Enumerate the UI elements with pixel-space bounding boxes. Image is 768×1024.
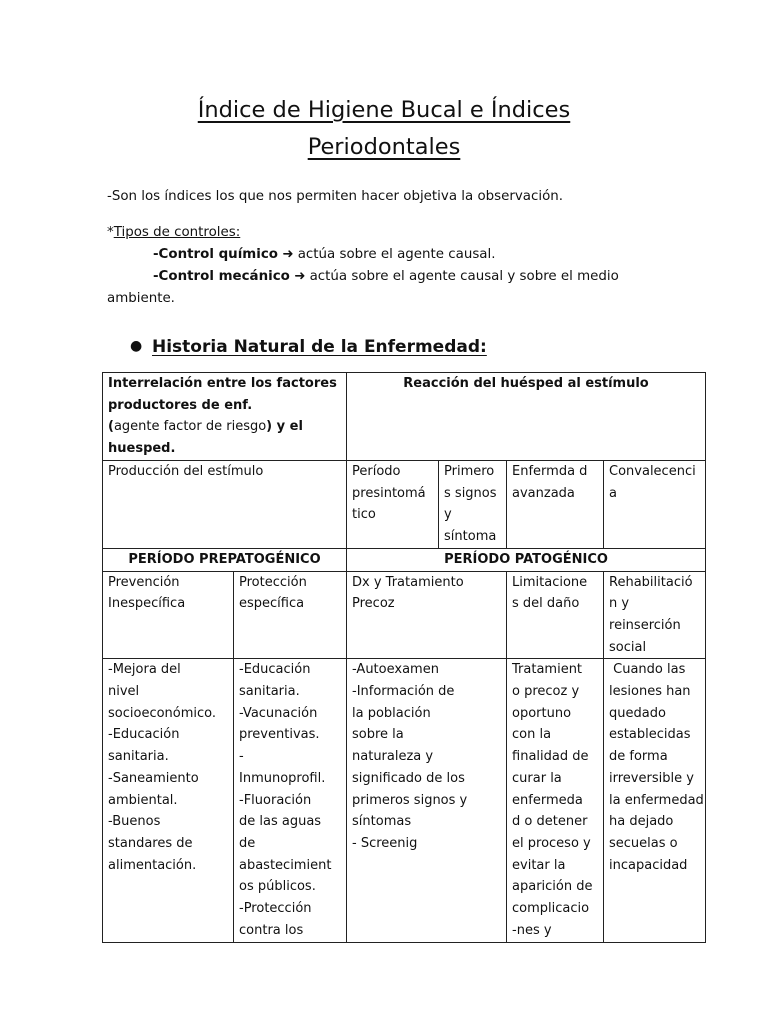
table-row bbox=[103, 571, 706, 659]
cell-line: -Educación bbox=[108, 727, 180, 743]
cell-line: - Screenig bbox=[352, 835, 418, 851]
control-mecanico-text: actúa sobre el agente causal y sobre el medio bbox=[305, 269, 619, 284]
cell-line: de forma bbox=[609, 749, 668, 765]
cell-prevencion-inespecifica: Prevención Inespecífica bbox=[103, 571, 234, 659]
cell-list-dx bbox=[347, 659, 507, 943]
tipos-label: Tipos de controles: bbox=[113, 225, 241, 240]
control-quimico-text: actúa sobre el agente causal. bbox=[293, 247, 496, 262]
control-mecanico-continuation: ambiente. bbox=[107, 291, 175, 306]
natural-history-table bbox=[102, 372, 706, 943]
cell-line: -Buenos bbox=[108, 814, 161, 830]
cell-primeros-signos: Primero s signos y síntoma bbox=[439, 461, 507, 549]
cell-line: secuelas o bbox=[609, 835, 678, 851]
cell-line: - bbox=[239, 749, 244, 765]
cell-line: Cuando las bbox=[609, 662, 686, 678]
control-mecanico-label: -Control mecánico bbox=[153, 269, 290, 284]
table-row bbox=[103, 659, 706, 943]
bullet-icon: ● bbox=[130, 338, 143, 354]
cell-line: sobre la bbox=[352, 727, 404, 743]
cell-line: -Protección bbox=[239, 901, 312, 917]
cell-periodo-patogenico: PERÍODO PATOGÉNICO bbox=[347, 548, 706, 571]
document-title bbox=[0, 92, 768, 166]
cell-dx-tratamiento: Dx y Tratamiento Precoz bbox=[347, 571, 507, 659]
table-row bbox=[103, 461, 706, 549]
cell-line: evitar la bbox=[512, 857, 566, 873]
title-line-2: Periodontales bbox=[307, 134, 461, 160]
cell-line: -Educación bbox=[239, 662, 311, 678]
cell-line: -Información de bbox=[352, 684, 455, 700]
cell-line: la enfermedad bbox=[609, 792, 704, 808]
cell-line: -Mejora del bbox=[108, 662, 181, 678]
cell-line: con la bbox=[512, 727, 552, 743]
cell-line: standares de bbox=[108, 835, 193, 851]
cell-line: socioeconómico. bbox=[108, 705, 217, 721]
cell-line: alimentación. bbox=[108, 857, 197, 873]
cell-line: -Vacunación bbox=[239, 705, 318, 721]
section-heading bbox=[130, 333, 487, 360]
cell-line: sanitaria. bbox=[239, 684, 300, 700]
cell-list-proteccion bbox=[234, 659, 347, 943]
cell-line: os públicos. bbox=[239, 879, 316, 895]
tipos-star: * bbox=[107, 225, 114, 240]
cell-limitaciones: Limitacione s del daño bbox=[507, 571, 604, 659]
cell-line: irreversible y bbox=[609, 770, 694, 786]
cell-line: -Fluoración bbox=[239, 792, 312, 808]
cell-line: quedado bbox=[609, 705, 666, 721]
cell-line: nivel bbox=[108, 684, 140, 700]
cell-line: sanitaria. bbox=[108, 749, 169, 765]
cell-reaccion-huesped: Reacción del huésped al estímulo bbox=[347, 373, 706, 461]
cell-line: complicacio bbox=[512, 901, 590, 917]
table-row bbox=[103, 548, 706, 571]
tipos-heading bbox=[107, 222, 240, 243]
cell-line: el proceso y bbox=[512, 835, 591, 851]
cell-line: primeros signos y bbox=[352, 792, 468, 808]
cell-rehabilitacion: Rehabilitación y reinserción social bbox=[604, 571, 706, 659]
cell-line: -Autoexamen bbox=[352, 662, 439, 678]
section-title: Historia Natural de la Enfermedad: bbox=[152, 337, 487, 357]
cell-list-rehabilitacion bbox=[604, 659, 706, 943]
table-row bbox=[103, 373, 706, 461]
cell-line: -nes y bbox=[512, 922, 552, 938]
title-line-1: Índice de Higiene Bucal e Índices bbox=[197, 97, 571, 123]
cell-line: d o detener bbox=[512, 814, 588, 830]
cell-line: establecidas bbox=[609, 727, 691, 743]
cell-periodo-presintomatico: Período presintomá tico bbox=[347, 461, 439, 549]
cell-periodo-prepatogenico: PERÍODO PREPATOGÉNICO bbox=[103, 548, 347, 571]
cell-line: preventivas. bbox=[239, 727, 320, 743]
control-quimico-line bbox=[153, 244, 495, 265]
arrow-icon: ➜ bbox=[294, 269, 306, 284]
arrow-icon: ➜ bbox=[282, 247, 294, 262]
cell-produccion-estimulo: Producción del estímulo bbox=[103, 461, 347, 549]
cell-proteccion-especifica: Protección específica bbox=[234, 571, 347, 659]
cell-line: curar la bbox=[512, 770, 562, 786]
cell-line: enfermeda bbox=[512, 792, 583, 808]
cell-list-limitaciones bbox=[507, 659, 604, 943]
cell-line: síntomas bbox=[352, 814, 412, 830]
cell-line: de las aguas bbox=[239, 814, 322, 830]
cell-line: aparición de bbox=[512, 879, 593, 895]
intro-paragraph: -Son los índices los que nos permiten hacer objetiva la observación. bbox=[107, 189, 564, 204]
cell-line: contra los bbox=[239, 922, 304, 938]
cell-line: abastecimient bbox=[239, 857, 332, 873]
cell-list-prevencion bbox=[103, 659, 234, 943]
cell-line: -Saneamiento bbox=[108, 770, 199, 786]
cell-line: oportuno bbox=[512, 705, 572, 721]
cell-line: de bbox=[239, 835, 256, 851]
cell-interrelacion: Interrelación entre los factores productores de enf. (agente factor de riesgo) y el huesped. bbox=[103, 373, 347, 461]
cell-line: o precoz y bbox=[512, 684, 580, 700]
cell-line: lesiones han bbox=[609, 684, 691, 700]
cell-line: incapacidad bbox=[609, 857, 688, 873]
cell-line: significado de los bbox=[352, 770, 465, 786]
cell-line: Tratamient bbox=[512, 662, 583, 678]
cell-enfermedad-avanzada: Enfermda d avanzada bbox=[507, 461, 604, 549]
control-quimico-label: -Control químico bbox=[153, 247, 278, 262]
cell-line: naturaleza y bbox=[352, 749, 434, 765]
cell-line: finalidad de bbox=[512, 749, 589, 765]
cell-line: la población bbox=[352, 705, 431, 721]
cell-convalecencia: Convalecenci a bbox=[604, 461, 706, 549]
control-mecanico-line bbox=[153, 266, 619, 287]
cell-line: ambiental. bbox=[108, 792, 178, 808]
cell-line: ha dejado bbox=[609, 814, 674, 830]
cell-line: Inmunoprofil. bbox=[239, 770, 326, 786]
